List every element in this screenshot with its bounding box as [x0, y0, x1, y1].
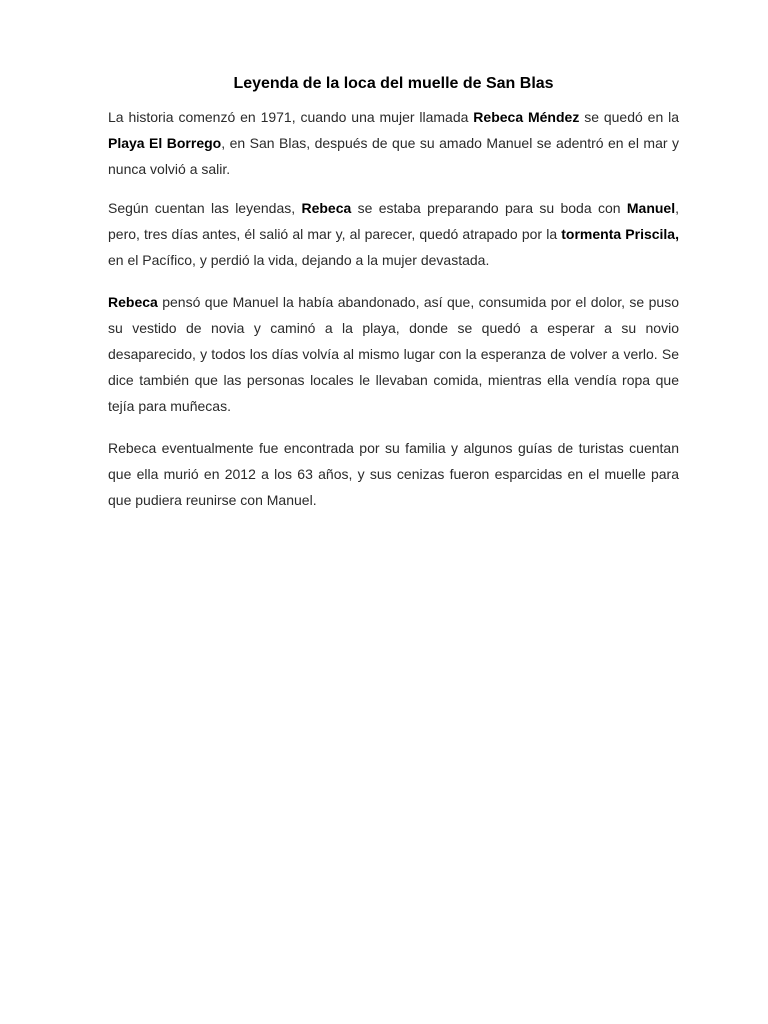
paragraph-1 — [108, 104, 679, 182]
document-title: Leyenda de la loca del muelle de San Blas — [233, 75, 554, 92]
paragraph-segment: en el Pacífico, y perdió la vida, dejando a la mujer devastada. — [108, 252, 490, 268]
bold-name-rebeca: Rebeca — [301, 200, 352, 216]
paragraph-segment: se quedó en la — [579, 109, 680, 125]
paragraph-segment: , en San Blas, después de que su amado Manuel se adentró en el mar y nunca volvió a salir. — [108, 135, 680, 177]
paragraph-segment: , pero, tres días antes, él salió al mar y, al parecer, quedó atrapado por la — [108, 200, 679, 242]
bold-storm-priscila: tormenta Priscila, — [561, 226, 679, 242]
paragraph-segment: se estaba preparando para su boda con — [351, 200, 627, 216]
paragraph-4 — [108, 435, 679, 513]
paragraph-2 — [108, 195, 679, 273]
paragraph-segment: Según cuentan las leyendas, — [108, 200, 302, 216]
document-page — [108, 72, 679, 526]
bold-name-rebeca: Rebeca — [108, 294, 158, 310]
bold-name-manuel: Manuel — [626, 200, 676, 216]
paragraph-segment: Rebeca eventualmente fue encontrada por su familia y algunos guías de turistas cuentan que ella murió en 2012 a los 63 años, y sus cenizas fueron esparcidas en el muelle para que pudiera reunirse con Manuel. — [108, 440, 679, 508]
paragraph-segment: pensó que Manuel la había abandonado, así que, consumida por el dolor, se puso su vestido de novia y caminó a la playa, donde se quedó a esperar a su novio desaparecido, y todos los días volvía al mismo lugar con la esperanza de volver a verlo. Se dice también que las personas locales le llevaban comida, mientras ella vendía ropa que tejía para muñecas. — [108, 294, 679, 414]
bold-place-playa-el-borrego: Playa El Borrego — [108, 135, 222, 151]
paragraph-segment: La historia comenzó en 1971, cuando una mujer llamada — [108, 109, 474, 125]
paragraph-3 — [108, 289, 679, 419]
bold-name-rebeca-mendez: Rebeca Méndez — [473, 109, 580, 125]
